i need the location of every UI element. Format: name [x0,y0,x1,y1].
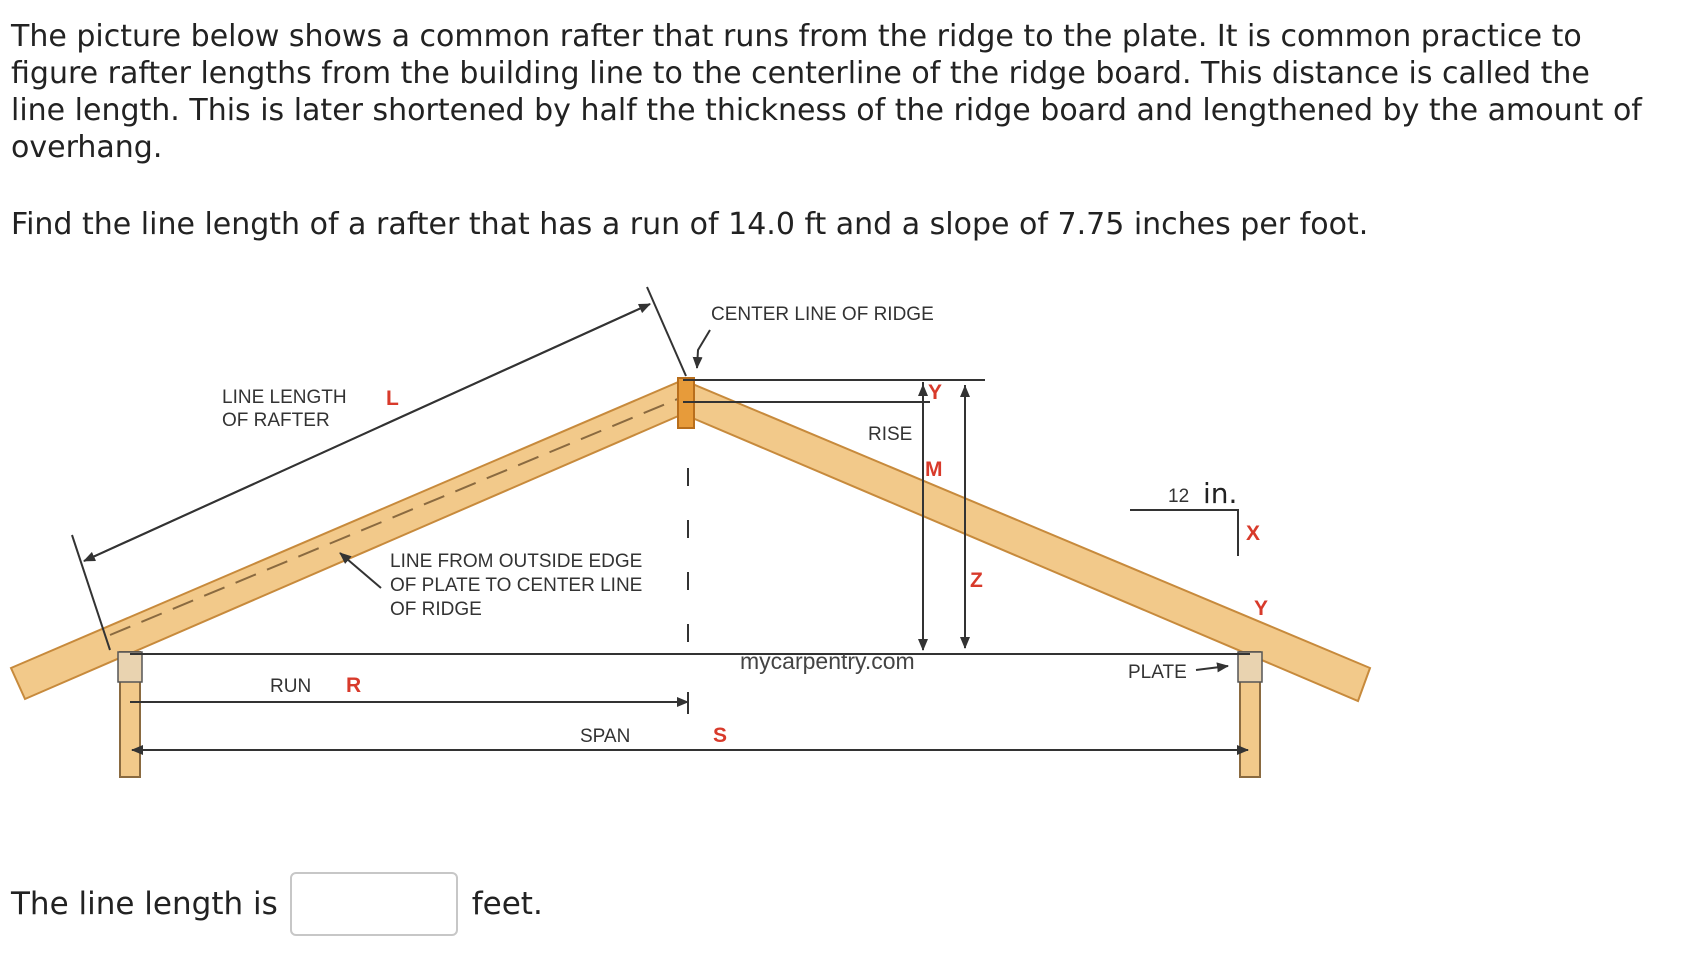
website-label: mycarpentry.com [740,648,915,674]
run-label: RUN [270,676,312,697]
question-text: The picture below shows a common rafter that runs from the ridge to the plate. It is common practice to figure rafter lengths from the building line to the centerline of the ridge board. This distance is called the line length. This is later shortened by half the thickness of the ridge board and lengthened by the amount of overhang. [11,19,1642,165]
outside-edge-label-line3: OF RIDGE [390,599,482,620]
span-label: SPAN [580,726,631,747]
inch-label: in. [1203,477,1238,510]
letter-m: M [925,458,943,481]
twelve-label: 12 [1168,486,1190,507]
outside-edge-label-line2: OF PLATE TO CENTER LINE [390,575,643,596]
letter-y-top: Y [928,381,943,404]
line-length-label-line1: LINE LENGTH [222,387,347,408]
question-prompt: Find the line length of a rafter that has a run of 14.0 ft and a slope of 7.75 inches per foot. [11,207,1369,242]
rise-label: RISE [868,424,913,445]
left-plate [118,652,142,682]
letter-s: S [713,724,728,747]
letter-r: R [346,674,362,697]
right-plate [1238,652,1262,682]
letter-x: X [1246,522,1261,545]
line-length-input[interactable] [290,872,458,936]
left-rafter [11,380,683,699]
center-line-label: CENTER LINE OF RIDGE [711,304,934,325]
answer-row [11,870,543,938]
answer-unit: feet. [471,886,543,922]
line-length-label-line2: OF RAFTER [222,410,330,431]
letter-z: Z [970,569,983,592]
letter-l: L [386,387,399,410]
plate-label: PLATE [1128,662,1187,683]
letter-y-right: Y [1254,597,1269,620]
outside-edge-label-line1: LINE FROM OUTSIDE EDGE [390,551,643,572]
answer-prefix: The line length is [11,886,278,922]
